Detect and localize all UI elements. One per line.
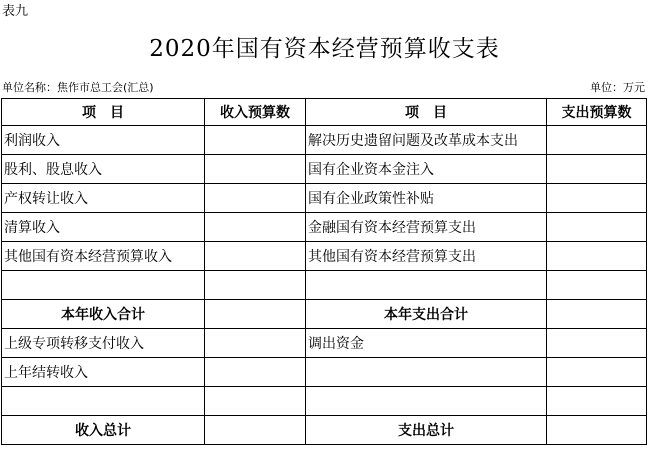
- income-grand-total-label: 收入总计: [2, 416, 205, 445]
- table-row: [2, 155, 647, 184]
- expense-item: 其他国有资本经营预算支出: [306, 242, 547, 271]
- income-item: 上级专项转移支付收入: [2, 329, 205, 358]
- header-income-item: 项 目: [2, 99, 205, 126]
- expense-item: [306, 387, 547, 416]
- income-value: [205, 358, 306, 387]
- header-income-budget: 收入预算数: [205, 99, 306, 126]
- expense-value: [547, 329, 647, 358]
- table-row: [2, 271, 647, 300]
- income-item: [2, 387, 205, 416]
- grand-total-row: [2, 416, 647, 445]
- currency-unit: 单位：万元: [590, 81, 645, 94]
- income-item: 上年结转收入: [2, 358, 205, 387]
- income-value: [205, 126, 306, 155]
- annual-income-total-label: 本年收入合计: [2, 300, 205, 329]
- expense-item: 调出资金: [306, 329, 547, 358]
- expense-value: [547, 155, 647, 184]
- table-row: [2, 329, 647, 358]
- income-value: [205, 213, 306, 242]
- expense-value: [547, 126, 647, 155]
- table-row: [2, 358, 647, 387]
- table-row: [2, 126, 647, 155]
- expense-value: [547, 358, 647, 387]
- table-row: [2, 184, 647, 213]
- income-value: [205, 155, 306, 184]
- budget-table: [1, 98, 647, 445]
- table-row: [2, 387, 647, 416]
- income-value: [205, 271, 306, 300]
- table-header-row: [2, 99, 647, 126]
- expense-grand-total-value: [547, 416, 647, 445]
- expense-item: [306, 271, 547, 300]
- annual-income-total-value: [205, 300, 306, 329]
- expense-value: [547, 387, 647, 416]
- header-expense-budget: 支出预算数: [547, 99, 647, 126]
- expense-item: 国有企业政策性补贴: [306, 184, 547, 213]
- table-row: [2, 242, 647, 271]
- income-item: [2, 271, 205, 300]
- page-title: 2020年国有资本经营预算收支表: [149, 36, 500, 62]
- annual-expense-total-label: 本年支出合计: [306, 300, 547, 329]
- table-number: 表九: [2, 4, 29, 19]
- expense-item: [306, 358, 547, 387]
- income-item: 股利、股息收入: [2, 155, 205, 184]
- unit-info-row: [2, 80, 645, 96]
- income-grand-total-value: [205, 416, 306, 445]
- expense-value: [547, 213, 647, 242]
- income-item: 利润收入: [2, 126, 205, 155]
- annual-expense-total-value: [547, 300, 647, 329]
- table-row: [2, 213, 647, 242]
- expense-value: [547, 271, 647, 300]
- income-value: [205, 184, 306, 213]
- unit-name: 单位名称：焦作市总工会(汇总): [2, 81, 154, 94]
- annual-total-row: [2, 300, 647, 329]
- expense-item: 解决历史遗留问题及改革成本支出: [306, 126, 547, 155]
- income-item: 其他国有资本经营预算收入: [2, 242, 205, 271]
- header-expense-item: 项 目: [306, 99, 547, 126]
- income-value: [205, 329, 306, 358]
- income-value: [205, 242, 306, 271]
- income-item: 产权转让收入: [2, 184, 205, 213]
- expense-grand-total-label: 支出总计: [306, 416, 547, 445]
- income-value: [205, 387, 306, 416]
- expense-value: [547, 242, 647, 271]
- expense-item: 国有企业资本金注入: [306, 155, 547, 184]
- expense-value: [547, 184, 647, 213]
- income-item: 清算收入: [2, 213, 205, 242]
- expense-item: 金融国有资本经营预算支出: [306, 213, 547, 242]
